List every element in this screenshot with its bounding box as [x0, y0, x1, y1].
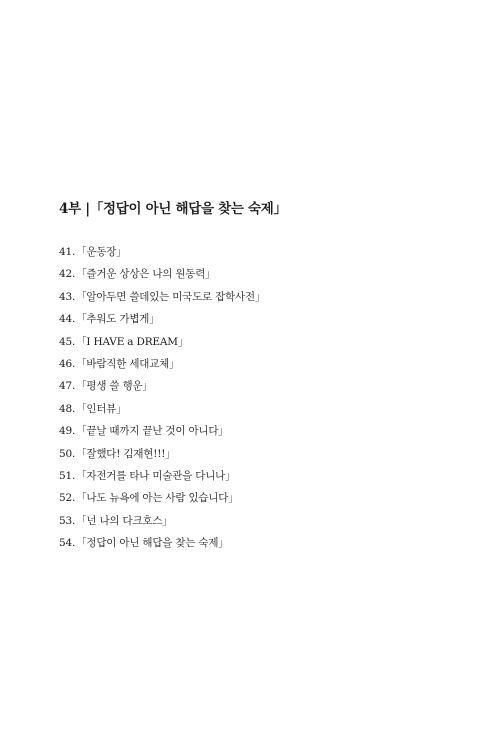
table-of-contents — [59, 241, 265, 554]
toc-entry — [59, 443, 265, 465]
toc-entry-title: 「평생 쓸 행운」 — [76, 380, 153, 393]
toc-entry — [59, 353, 265, 375]
toc-entry — [59, 241, 265, 263]
toc-entry-title: 「I HAVE a DREAM」 — [76, 335, 189, 348]
toc-entry — [59, 375, 265, 397]
toc-entry-title: 「끝날 때까지 끝난 것이 아니다」 — [76, 425, 229, 438]
toc-entry-number: 42. — [59, 268, 76, 281]
toc-entry — [59, 286, 265, 308]
toc-entry-number: 49. — [59, 425, 76, 438]
toc-entry-number: 43. — [59, 290, 76, 303]
toc-entry — [59, 331, 265, 353]
toc-entry — [59, 263, 265, 285]
toc-entry-number: 48. — [59, 402, 76, 415]
toc-entry-title: 「바람직한 세대교체」 — [76, 357, 180, 370]
toc-entry-title: 「정답이 아닌 해답을 찾는 숙제」 — [76, 537, 229, 550]
toc-entry-title: 「즐거운 상상은 나의 원동력」 — [76, 268, 216, 281]
toc-entry-title: 「운동장」 — [76, 246, 127, 258]
toc-entry-number: 44. — [59, 313, 76, 326]
toc-entry — [59, 532, 265, 554]
toc-entry — [59, 420, 265, 442]
toc-entry — [59, 465, 265, 487]
toc-entry-number: 51. — [59, 469, 76, 482]
toc-entry-number: 47. — [59, 380, 76, 393]
toc-entry-number: 46. — [59, 357, 76, 370]
toc-entry-title: 「알아두면 쓸데있는 미국도로 잡학사전」 — [76, 290, 266, 303]
toc-entry-number: 45. — [59, 335, 76, 348]
toc-entry-title: 「잘했다! 김재현!!!」 — [76, 447, 176, 460]
toc-entry — [59, 487, 265, 509]
toc-entry-number: 50. — [59, 447, 76, 460]
toc-entry-title: 「추워도 가볍게」 — [76, 313, 160, 326]
toc-entry — [59, 308, 265, 330]
toc-entry-title: 「나도 뉴욕에 아는 사람 있습니다」 — [76, 492, 239, 505]
toc-entry-number: 54. — [59, 537, 76, 550]
toc-entry-title: 「자전거를 타나 미술관을 다니나」 — [76, 469, 236, 482]
toc-entry — [59, 398, 265, 420]
toc-entry-number: 52. — [59, 492, 76, 505]
toc-entry-title: 「인터뷰」 — [76, 402, 127, 415]
toc-entry-number: 41. — [59, 246, 76, 258]
toc-entry-number: 53. — [59, 514, 76, 527]
toc-entry — [59, 510, 265, 532]
toc-entry-title: 「넌 나의 다크호스」 — [76, 514, 173, 527]
part-title: 4부 |「정답이 아닌 해답을 찾는 숙제」 — [59, 201, 287, 217]
